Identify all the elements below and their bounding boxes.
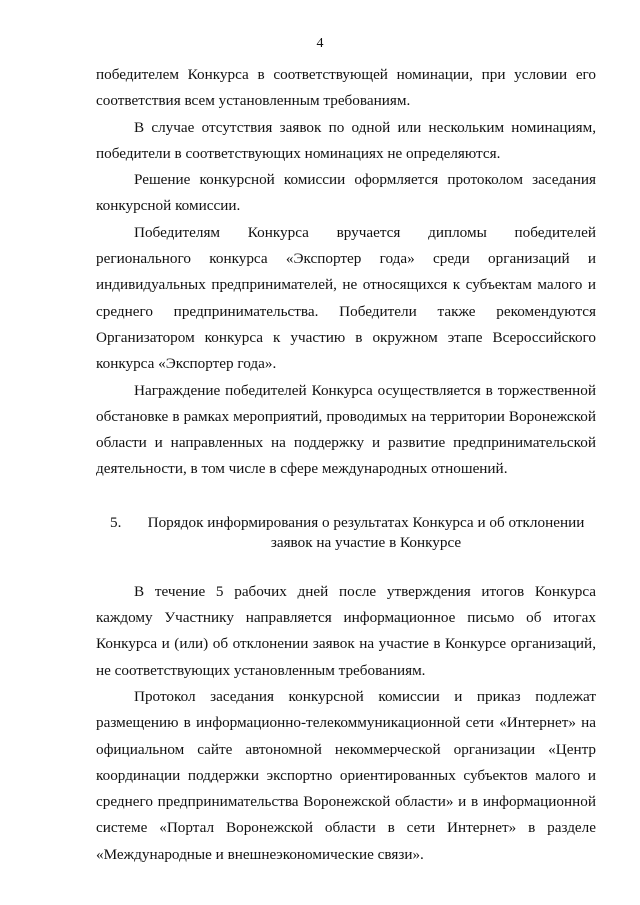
section-5-number: 5. bbox=[110, 513, 122, 531]
document-body bbox=[96, 62, 596, 868]
paragraph-commission-decision: Решение конкурсной комиссии оформляется протоколом заседания конкурсной комиссии. bbox=[96, 171, 596, 215]
paragraph-awarding: Награждение победителей Конкурса осуществляется в торжественной обстановке в рамках мероприятий, проводимых на территории Воронежской области и направленных на поддержку и развитие предпринимательской деятельности, в том числе в сфере международных отношений. bbox=[96, 381, 596, 478]
paragraph-continuation: победителем Конкурса в соответствующей номинации, при условии его соответствия всем установленным требованиям. bbox=[96, 66, 596, 110]
paragraph-protocol-publication: Протокол заседания конкурсной комиссии и приказ подлежат размещению в информационно-телекоммуникационной сети «Интернет» на официальном сайте автономной некоммерческой организации «Центр координации поддержки экспортно ориентированных субъектов малого и среднего предпринимательства Воронежской области» и в информационной системе «Портал Воронежской области в сети Интернет» в разделе «Международные и внешнеэкономические связи». bbox=[96, 687, 596, 863]
paragraph-information-letter: В течение 5 рабочих дней после утверждения итогов Конкурса каждому Участнику направляется информационное письмо об итогах Конкурса и (или) об отклонении заявок на участие в Конкурсе организаций, не соответствующих установленным требованиям. bbox=[96, 582, 596, 679]
paragraph-diplomas: Победителям Конкурса вручается дипломы победителей регионального конкурса «Экспортер года» среди организаций и индивидуальных предпринимателей, не относящихся к субъектам малого и среднего предпринимательства. Победители также рекомендуются Организатором конкурса к участию в окружном этапе Всероссийского конкурса «Экспортер года». bbox=[96, 223, 596, 373]
paragraph-no-applications: В случае отсутствия заявок по одной или нескольким номинациям, победители в соответствующих номинациях не определяются. bbox=[96, 118, 596, 162]
page-number: 4 bbox=[316, 36, 324, 51]
section-5-heading bbox=[96, 513, 596, 553]
section-5-title: Порядок информирования о результатах Конкурса и об отклонении заявок на участие в Конкурсе bbox=[147, 513, 585, 551]
